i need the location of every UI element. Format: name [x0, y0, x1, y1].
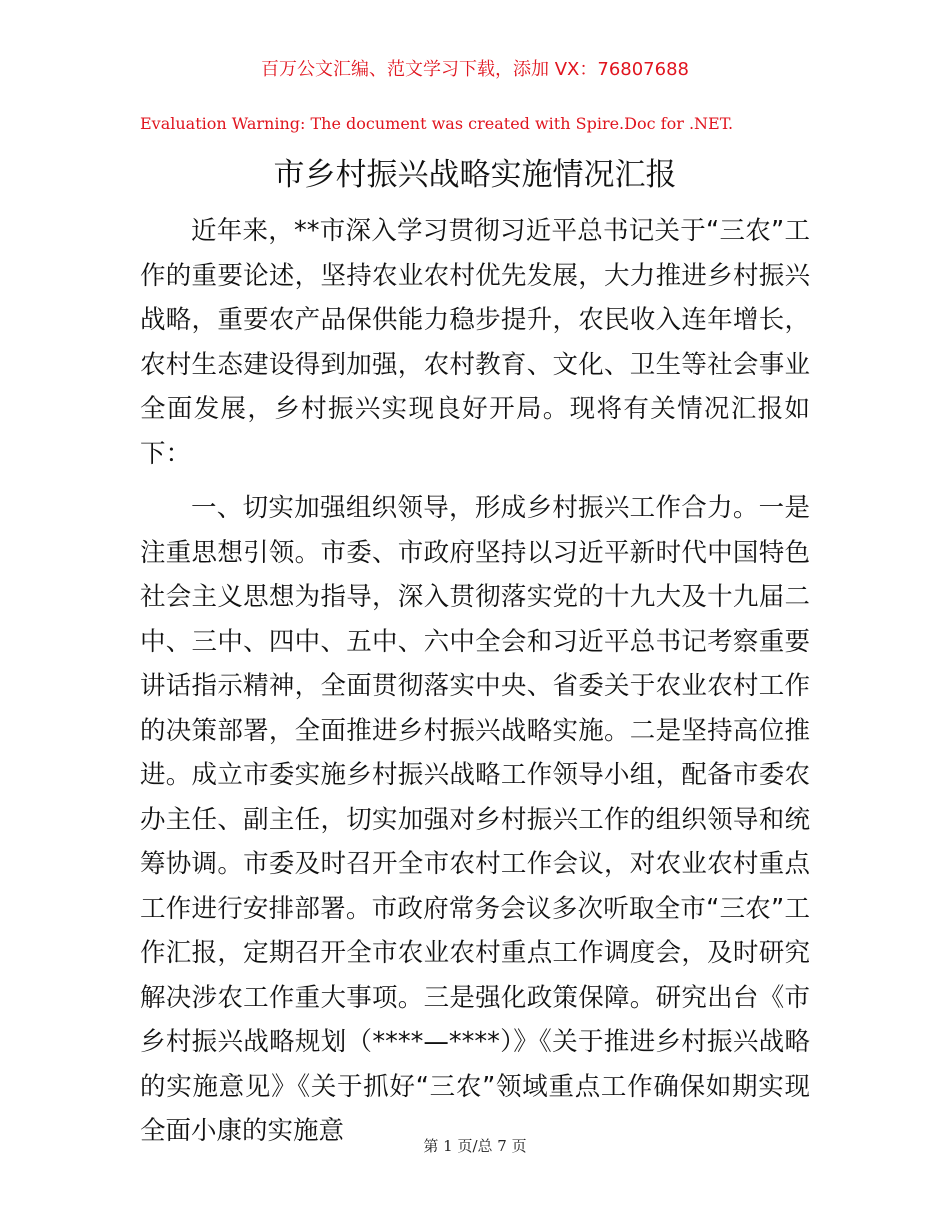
section-one-paragraph: 一、切实加强组织领导，形成乡村振兴工作合力。一是注重思想引领。市委、市政府坚持以习近平新时代中国特色社会主义思想为指导，深入贯彻落实党的十九大及十九届二中、三中、四中、五中、六中全会和习近平总书记考察重要讲话指示精神，全面贯彻落实中央、省委关于农业农村工作的决策部署，全面推进乡村振兴战略实施。二是坚持高位推进。成立市委实施乡村振兴战略工作领导小组，配备市委农办主任、副主任，切实加强对乡村振兴工作的组织领导和统筹协调。市委及时召开全市农村工作会议，对农业农村重点工作进行安排部署。市政府常务会议多次听取全市“三农”工作汇报，定期召开全市农业农村重点工作调度会，及时研究解决涉农工作重大事项。三是强化政策保障。研究出台《市乡村振兴战略规划（****—****）》《关于推进乡村振兴战略的实施意见》《关于抓好“三农”领域重点工作确保如期实现全面小康的实施意 [140, 493, 810, 1146]
document-body [140, 209, 810, 1154]
document-title: 市乡村振兴战略实施情况汇报 [273, 157, 677, 193]
page-indicator: 第 1 页/总 7 页 [423, 1137, 527, 1155]
evaluation-warning: Evaluation Warning: The document was created with Spire.Doc for .NET. [140, 114, 734, 133]
header-banner: 百万公文汇编、范文学习下载，添加 VX：76807688 [261, 59, 689, 80]
intro-paragraph: 近年来，**市深入学习贯彻习近平总书记关于“三农”工作的重要论述，坚持农业农村优先发展，大力推进乡村振兴战略，重要农产品保供能力稳步提升，农民收入连年增长，农村生态建设得到加强，农村教育、文化、卫生等社会事业全面发展，乡村振兴实现良好开局。现将有关情况汇报如下： [140, 216, 810, 469]
